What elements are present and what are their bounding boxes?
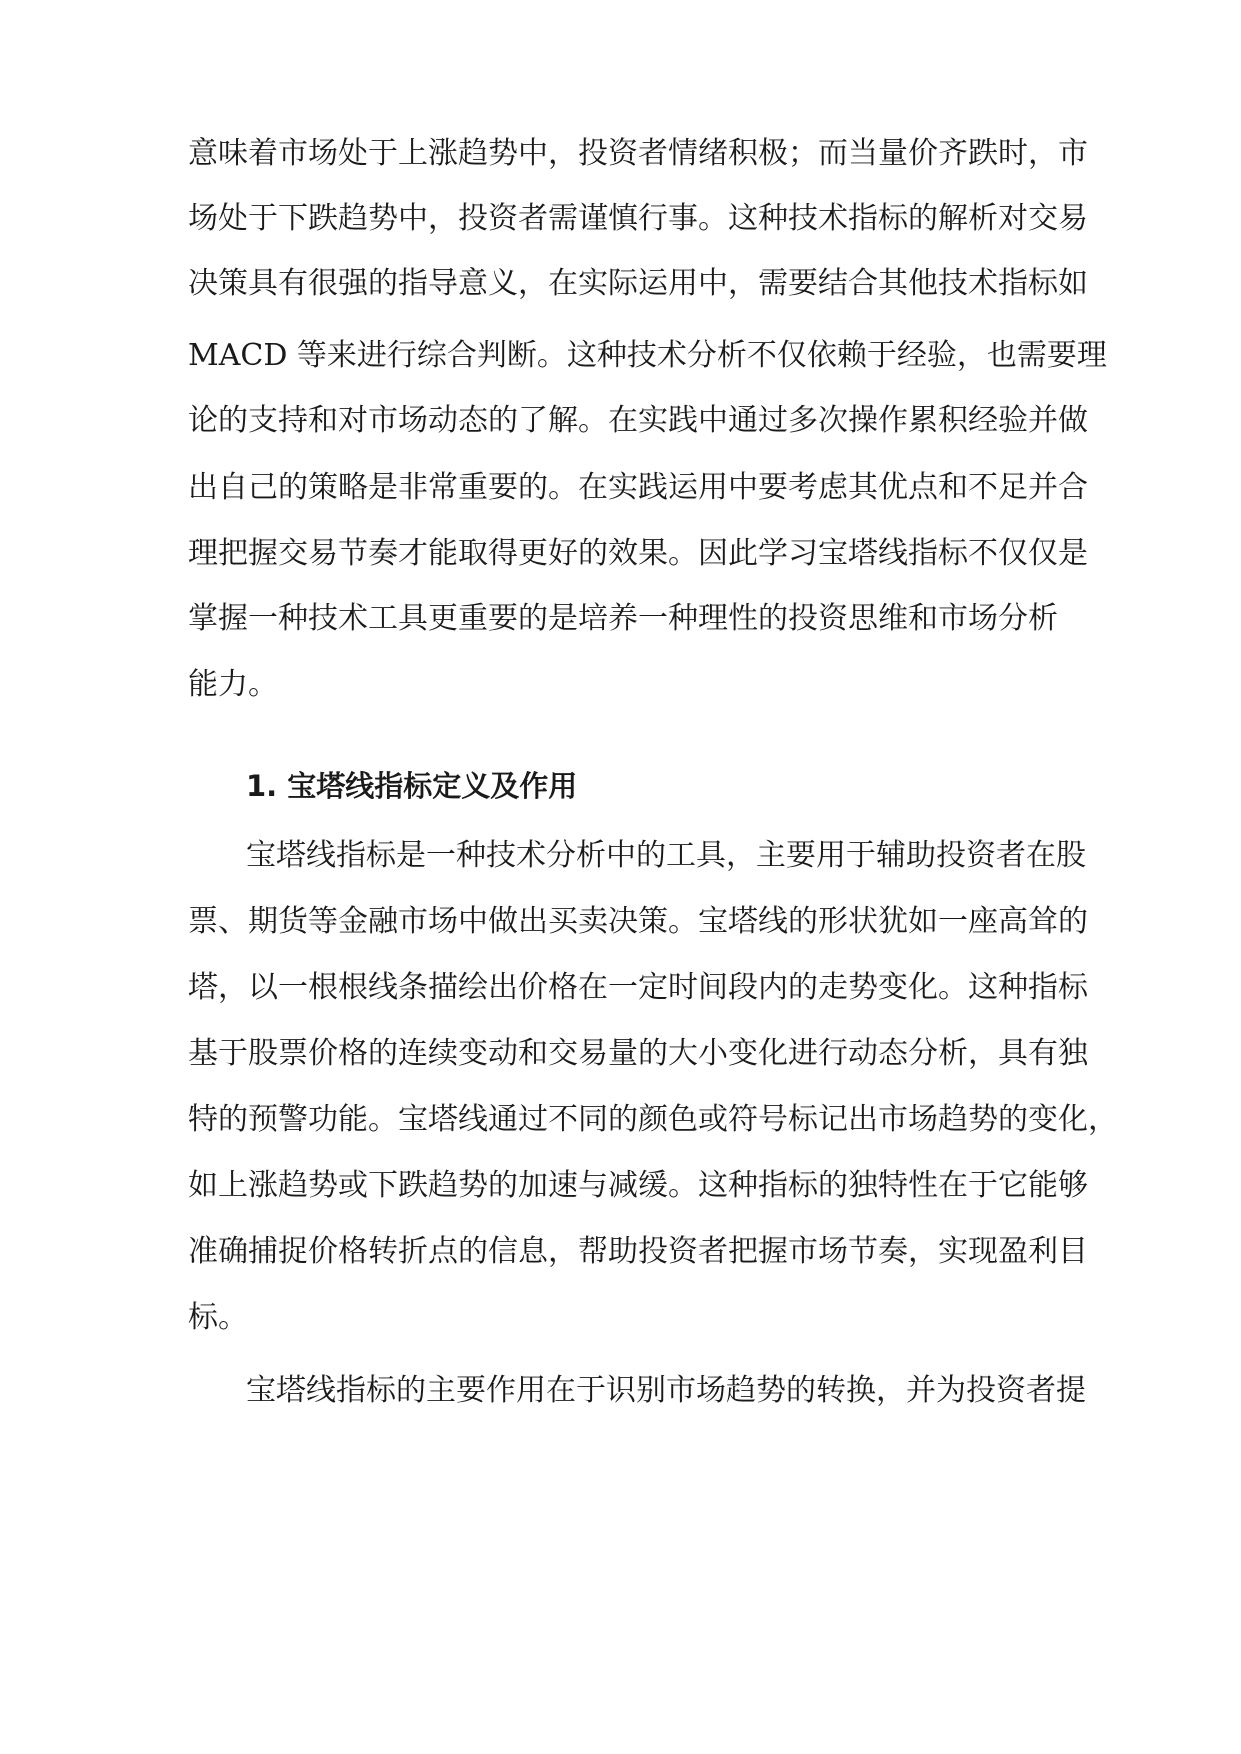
text-line: 理把握交易节奏才能取得更好的效果。因此学习宝塔线指标不仅仅是 [188,536,1088,571]
text-line: 出自己的策略是非常重要的。在实践运用中要考虑其优点和不足并合 [188,470,1088,505]
text-line: 特的预警功能。宝塔线通过不同的颜色或符号标记出市场趋势的变化， [188,1102,1118,1137]
text-line: MACD 等来进行综合判断。这种技术分析不仅依赖于经验，也需要理 [188,338,1107,373]
text-line: 准确捕捉价格转折点的信息，帮助投资者把握市场节奏，实现盈利目 [188,1234,1088,1269]
text-line: 掌握一种技术工具更重要的是培养一种理性的投资思维和市场分析 [188,601,1058,636]
text-line: 决策具有很强的指导意义，在实际运用中，需要结合其他技术指标如 [188,266,1088,301]
text-line: 能力。 [188,667,278,702]
text-line: 场处于下跌趋势中，投资者需谨慎行事。这种技术指标的解析对交易 [188,201,1088,236]
text-line: 标。 [188,1300,248,1335]
text-line: 基于股票价格的连续变动和交易量的大小变化进行动态分析，具有独 [188,1036,1088,1071]
text-line: 塔，以一根根线条描绘出价格在一定时间段内的走势变化。这种指标 [188,970,1088,1005]
section-heading: 1. 宝塔线指标定义及作用 [246,769,578,803]
text-line: 宝塔线指标是一种技术分析中的工具，主要用于辅助投资者在股 [246,838,1086,873]
text-line: 宝塔线指标的主要作用在于识别市场趋势的转换，并为投资者提 [246,1373,1086,1408]
text-line: 意味着市场处于上涨趋势中，投资者情绪积极；而当量价齐跌时，市 [188,136,1088,171]
text-line: 票、期货等金融市场中做出买卖决策。宝塔线的形状犹如一座高耸的 [188,904,1088,939]
text-line: 如上涨趋势或下跌趋势的加速与减缓。这种指标的独特性在于它能够 [188,1168,1088,1203]
text-line: 论的支持和对市场动态的了解。在实践中通过多次操作累积经验并做 [188,403,1088,438]
